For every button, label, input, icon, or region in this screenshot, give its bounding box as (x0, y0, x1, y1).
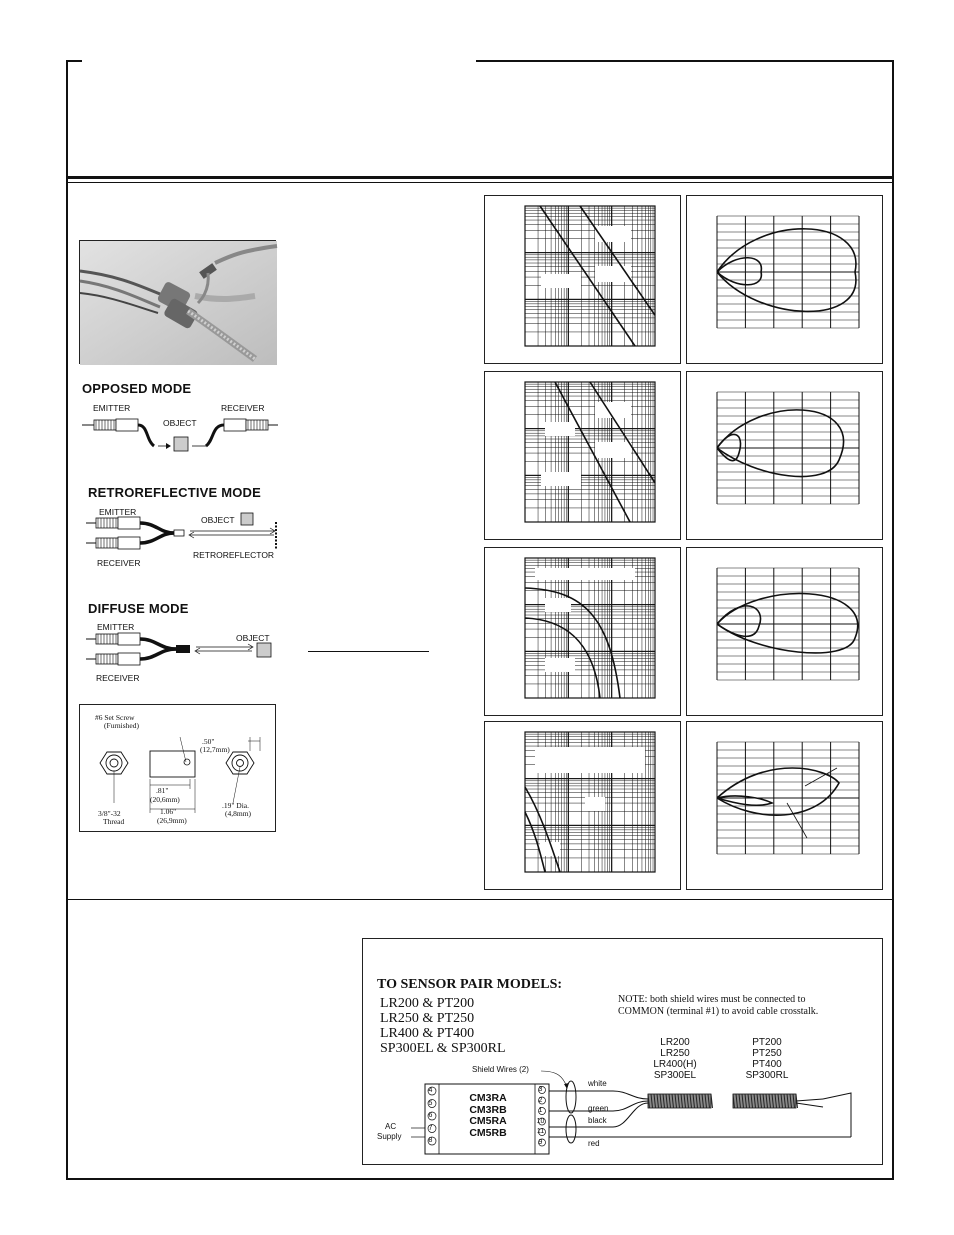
diffuse-object-label: OBJECT (236, 633, 270, 643)
thread-label: Thread (103, 817, 125, 826)
note-line-2: COMMON (terminal #1) to avoid cable crosstalk. (618, 1006, 819, 1017)
terminals-right (534, 1085, 547, 1148)
pair-3: LR400 & PT400 (380, 1026, 475, 1041)
label-box (585, 797, 605, 811)
set-screw-label: #6 Set Screw (95, 713, 135, 722)
receiver-models (738, 1037, 796, 1081)
opposed-object-label: OBJECT (163, 418, 197, 428)
retro-reflector-label: RETROREFLECTOR (193, 550, 275, 560)
wire-white-label: white (588, 1079, 607, 1088)
diffuse-emitter-label: EMITTER (97, 622, 135, 632)
thread-size-label: 3/8"-32 (98, 809, 121, 818)
pair-2: LR250 & PT250 (380, 1011, 475, 1026)
emitter-model-3: LR400(H) (653, 1059, 697, 1070)
beam-pattern (717, 594, 858, 653)
beam-panel-4 (686, 721, 883, 890)
len81-label: .81" (156, 786, 169, 795)
emitter-models (646, 1037, 704, 1081)
beam-pattern (717, 796, 772, 805)
beam-panel-3 (686, 547, 883, 716)
frame-gap (82, 57, 476, 63)
short-rule (308, 651, 429, 652)
opposed-mode-title: OPPOSED MODE (82, 381, 192, 396)
len81-mm-label: (20,6mm) (150, 795, 180, 804)
module-4: CM5RB (469, 1126, 507, 1139)
retro-emitter-label: EMITTER (99, 507, 137, 517)
label-box (545, 658, 575, 672)
supply-label: Supply (377, 1132, 402, 1141)
terminal-1: 1 (538, 1107, 543, 1114)
pair-1: LR200 & PT200 (380, 996, 475, 1011)
terminal-9: 9 (538, 1138, 543, 1146)
opposed-diagram (82, 412, 282, 462)
label-box (595, 226, 631, 242)
emitter-model-1: LR200 (660, 1037, 690, 1048)
terminal-7: 7 (428, 1124, 433, 1132)
terminal-11: 11 (536, 1128, 545, 1135)
beam-panel-2 (686, 371, 883, 540)
diffuse-receiver-label: RECEIVER (96, 673, 140, 683)
header-divider-thin (66, 182, 894, 183)
leader-line (787, 803, 807, 838)
beam-pattern (717, 229, 856, 312)
terminal-10: 10 (536, 1117, 545, 1125)
chart-panel-1 (484, 195, 681, 364)
label-box (595, 442, 631, 458)
retro-mode-title: RETROREFLECTIVE MODE (88, 485, 262, 500)
chart-panel-4 (484, 721, 681, 890)
dia-label: .19" Dia. (222, 801, 250, 810)
label-box (541, 274, 581, 288)
half-inch-label: .50" (202, 737, 215, 746)
half-mm-label: (12,7mm) (200, 745, 230, 754)
diffuse-mode-title: DIFFUSE MODE (88, 601, 189, 616)
beam-pattern (717, 410, 844, 477)
chart-panel-2 (484, 371, 681, 540)
wire-red-label: red (588, 1139, 600, 1148)
len106-mm-label: (26,9mm) (157, 816, 187, 825)
furnished-label: (Furnished) (104, 721, 139, 730)
retro-diagram (86, 512, 286, 557)
retro-object-label: OBJECT (201, 515, 235, 525)
module-models (458, 1093, 518, 1139)
len106-label: 1.06" (160, 807, 177, 816)
section-divider (66, 899, 894, 900)
wire-black-label: black (588, 1116, 607, 1125)
note-line-1: NOTE: both shield wires must be connected to (618, 994, 806, 1005)
terminal-6: 6 (428, 1112, 433, 1119)
label-box (595, 402, 631, 418)
opposed-emitter-label: EMITTER (93, 403, 131, 413)
wire-green-label: green (588, 1104, 609, 1113)
terminal-2: 2 (538, 1096, 543, 1104)
label-box (535, 747, 645, 773)
receiver-model-2: PT250 (752, 1048, 782, 1059)
ac-label: AC (385, 1122, 397, 1131)
beam-pattern (717, 768, 839, 815)
terminal-3: 3 (538, 1086, 543, 1093)
module-3: CM5RA (469, 1115, 507, 1127)
retro-receiver-label: RECEIVER (97, 558, 141, 568)
shield-wires-label: Shield Wires (2) (472, 1065, 529, 1074)
dia-mm-label: (4,8mm) (225, 809, 252, 818)
hookup-heading: TO SENSOR PAIR MODELS: (377, 977, 563, 992)
label-box (535, 568, 635, 580)
beam-pattern (717, 258, 761, 285)
receiver-model-1: PT200 (752, 1037, 782, 1048)
module-2: CM3RB (469, 1103, 507, 1116)
beam-panel-1 (686, 195, 883, 364)
opposed-receiver-label: RECEIVER (221, 403, 265, 413)
terminal-4: 4 (428, 1087, 433, 1094)
label-box (541, 472, 581, 486)
terminal-8: 8 (428, 1137, 433, 1144)
label-box (545, 598, 571, 612)
terminal-5: 5 (428, 1099, 433, 1107)
diffuse-diagram (86, 628, 286, 673)
terminals-left (424, 1085, 437, 1148)
header-divider (66, 176, 894, 179)
pair-4: SP300EL & SP300RL (380, 1041, 506, 1056)
label-box (545, 422, 575, 436)
chart-panel-3 (484, 547, 681, 716)
receiver-model-4: SP300RL (745, 1070, 789, 1081)
label-box (595, 266, 631, 282)
emitter-model-2: LR250 (660, 1048, 690, 1059)
module-1: CM3RA (469, 1092, 507, 1104)
receiver-model-3: PT400 (752, 1059, 782, 1070)
emitter-model-4: SP300EL (653, 1070, 697, 1081)
sensor-photo (79, 240, 276, 364)
